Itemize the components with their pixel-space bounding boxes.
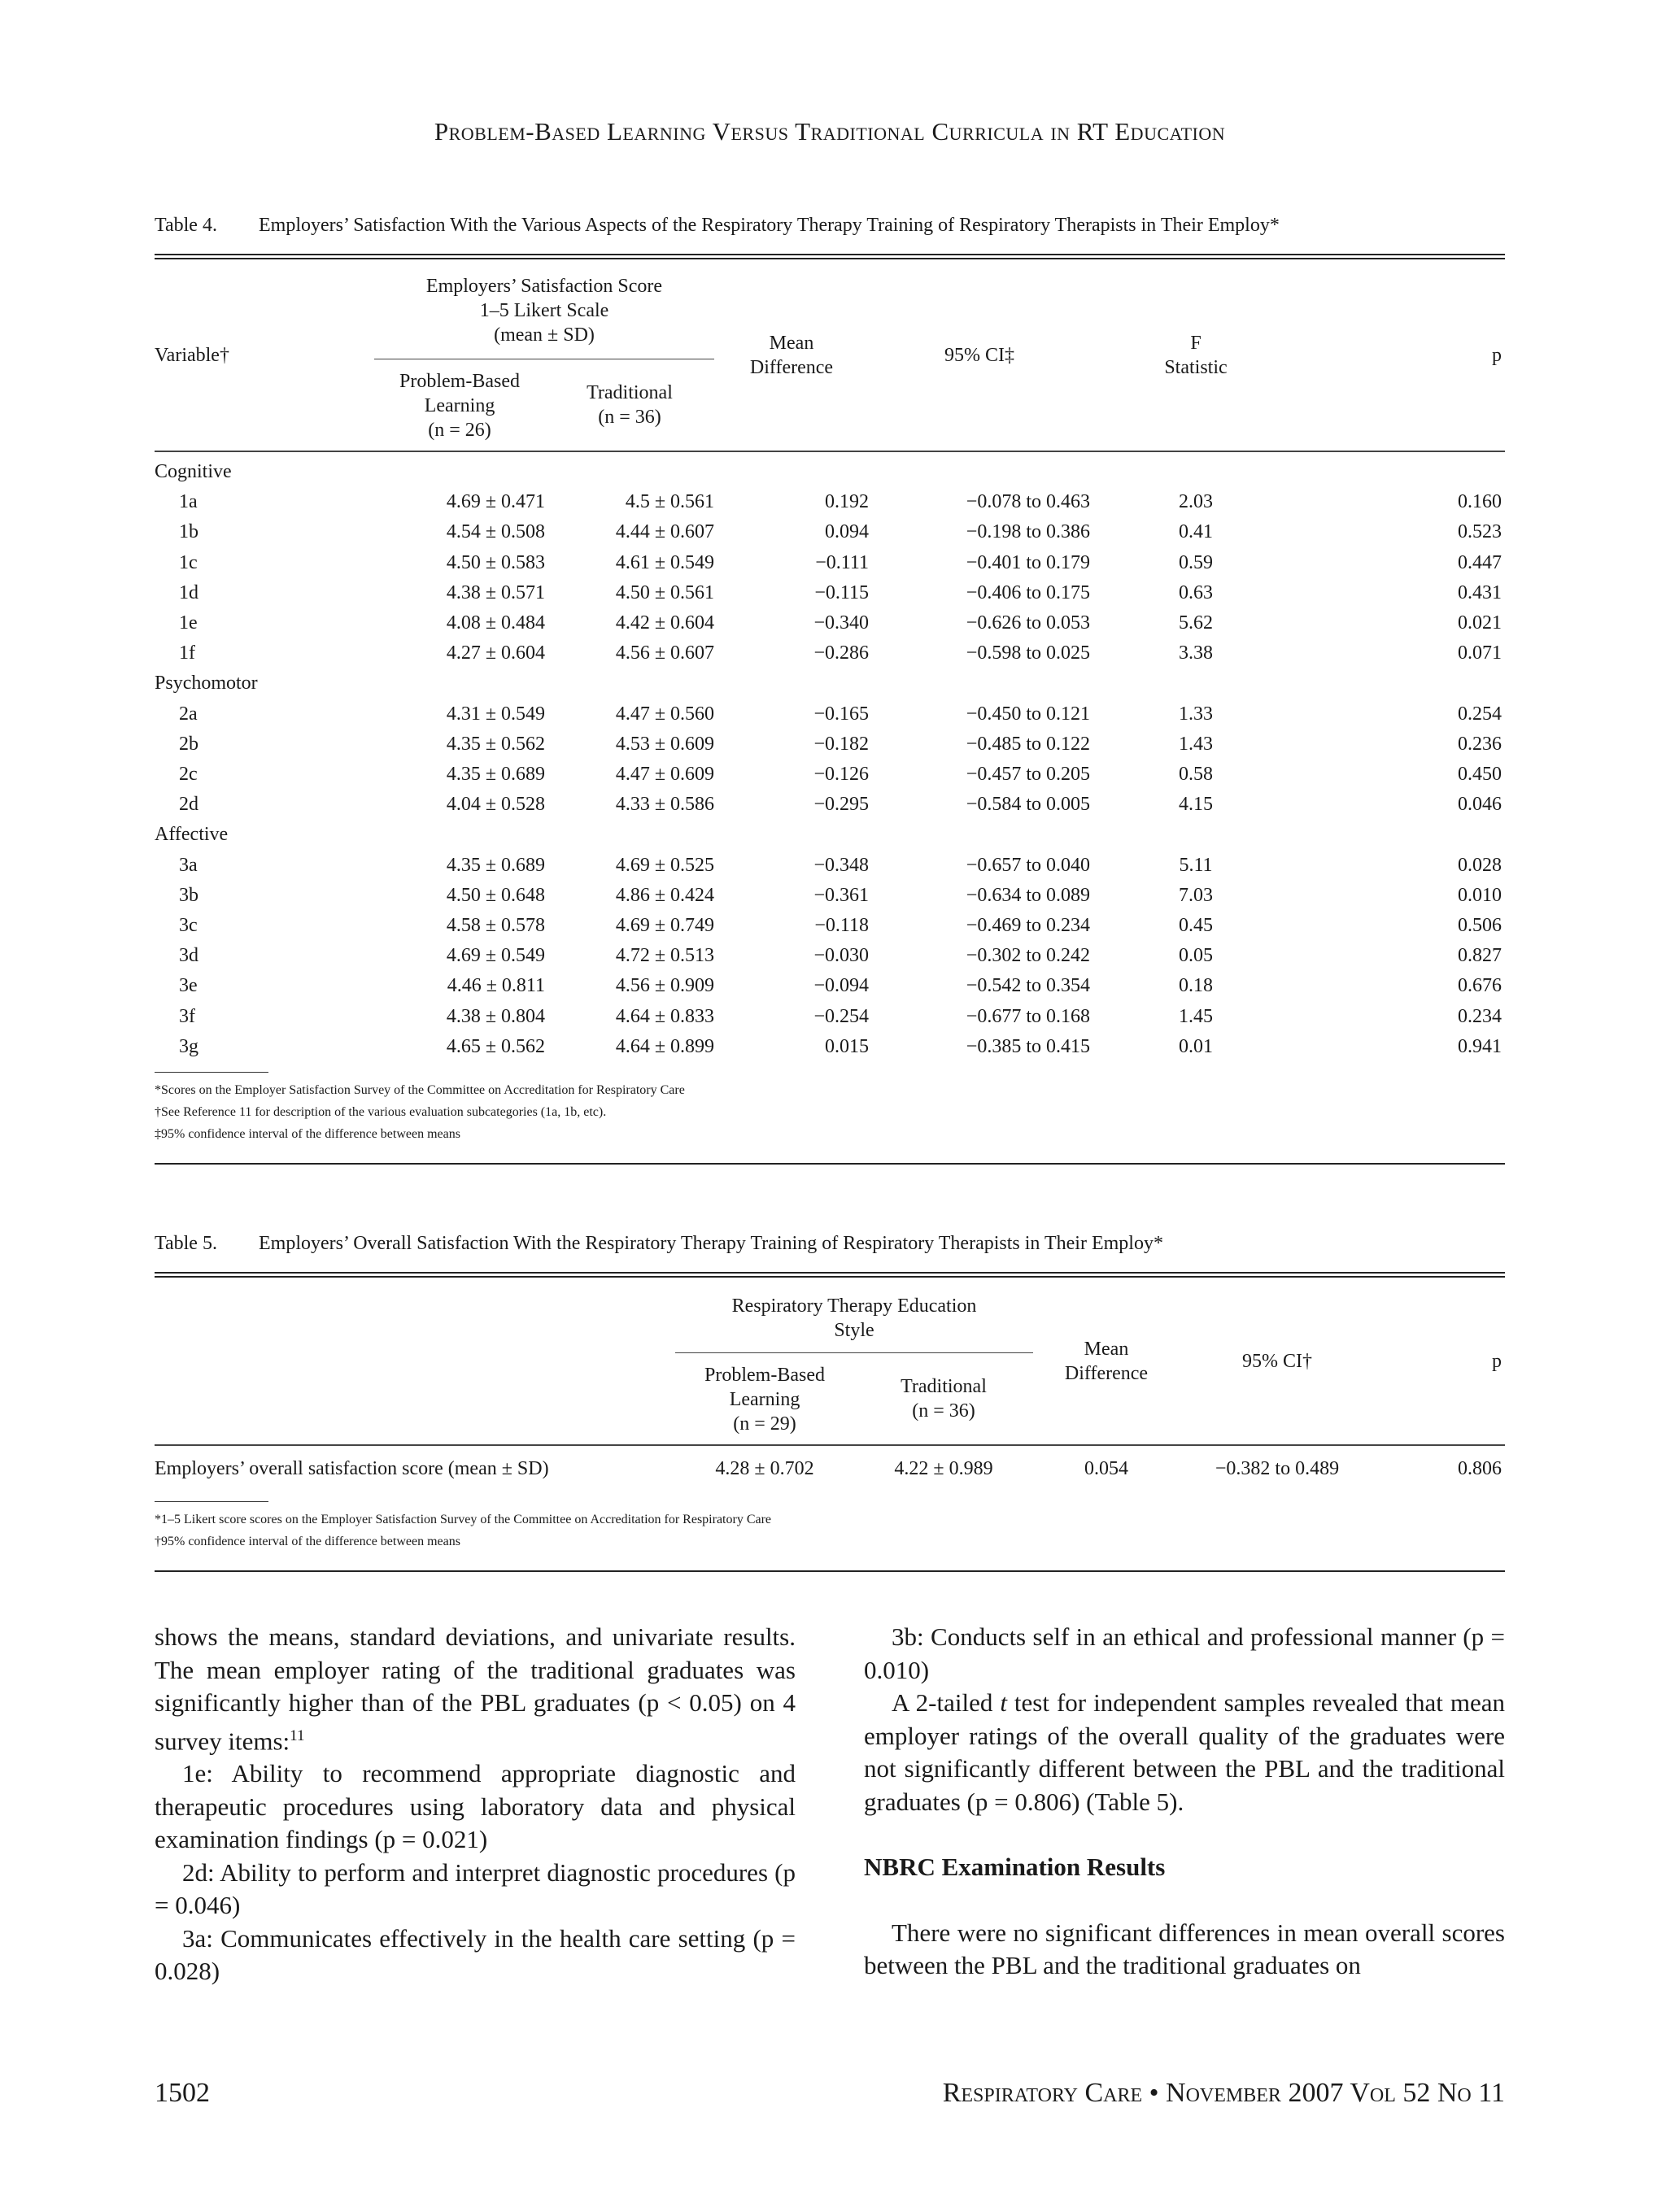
row-ci: −0.198 to 0.386 — [966, 521, 1090, 543]
row-traditional: 4.47 ± 0.609 — [615, 764, 714, 786]
row-mean-difference: −0.361 — [813, 884, 869, 906]
row-ci: −0.401 to 0.179 — [966, 551, 1090, 573]
t5-trad-line-1: Traditional — [901, 1376, 987, 1397]
row-p: 0.254 — [1458, 703, 1502, 725]
table-5-grid — [155, 1278, 1505, 1491]
table-4-body — [155, 457, 1505, 1062]
row-f-statistic: 5.11 — [1179, 854, 1213, 876]
header-traditional — [545, 359, 714, 452]
row-p: 0.010 — [1458, 884, 1502, 906]
category-row-psychomotor — [155, 668, 1505, 699]
t5-pbl-line-2: Learning — [729, 1389, 800, 1410]
row-pbl: 4.35 ± 0.689 — [446, 764, 545, 786]
right-paragraph-2-b: test for independent samples revealed that mean employer ratings of the overall quality of the graduates were not significantly different between the PBL and the traditional graduates (p = 0.806) (Table 5). — [864, 1688, 1505, 1816]
category-label: Cognitive — [155, 461, 232, 482]
row-pbl: 4.04 ± 0.528 — [446, 794, 545, 816]
trad-n: (n = 36) — [598, 407, 661, 428]
header-education-style — [675, 1278, 1033, 1353]
row-mean-difference: 0.192 — [825, 491, 869, 513]
header-ci — [869, 259, 1090, 451]
table-row — [155, 578, 1505, 608]
score-group-line-3: (mean ± SD) — [494, 324, 595, 346]
table-4-caption — [155, 215, 1505, 237]
table-row — [155, 1002, 1505, 1032]
row-f-statistic: 0.01 — [1179, 1035, 1213, 1057]
ci-label: 95% CI‡ — [944, 344, 1014, 366]
left-paragraph-1-text: shows the means, standard deviations, and univariate results. The mean employer rating of the traditional graduates was significantly higher than of the PBL graduates (p < 0.05) on 4 survey items: — [155, 1622, 796, 1755]
category-row-affective — [155, 820, 1505, 850]
table-row — [155, 699, 1505, 729]
row-traditional: 4.5 ± 0.561 — [625, 491, 714, 513]
row-traditional: 4.69 ± 0.749 — [615, 915, 714, 937]
row-p: 0.071 — [1458, 642, 1502, 664]
row-traditional: 4.53 ± 0.609 — [615, 733, 714, 755]
row-pbl: 4.28 ± 0.702 — [675, 1445, 854, 1491]
table-4-footnote-rule — [155, 1072, 268, 1073]
row-variable: 2a — [179, 703, 198, 725]
pbl-line-2: Learning — [424, 395, 495, 416]
p-label: p — [1492, 344, 1502, 366]
row-p: 0.506 — [1458, 915, 1502, 937]
row-ci: −0.302 to 0.242 — [966, 945, 1090, 967]
row-ci: −0.469 to 0.234 — [966, 915, 1090, 937]
row-traditional: 4.22 ± 0.989 — [854, 1445, 1033, 1491]
row-variable: 1e — [179, 612, 198, 634]
header-p — [1302, 259, 1505, 451]
row-pbl: 4.50 ± 0.583 — [446, 551, 545, 573]
row-p: 0.523 — [1458, 521, 1502, 543]
header-pbl — [675, 1353, 854, 1446]
table-row — [155, 971, 1505, 1001]
row-f-statistic: 0.45 — [1179, 915, 1213, 937]
row-f-statistic: 0.59 — [1179, 551, 1213, 573]
row-mean-difference: −0.118 — [814, 915, 869, 937]
score-group-line-2: 1–5 Likert Scale — [479, 300, 609, 321]
style-line-1: Respiratory Therapy Education — [731, 1295, 977, 1317]
row-variable: 3b — [179, 884, 198, 906]
table-5 — [155, 1233, 1505, 1572]
row-p: 0.806 — [1375, 1445, 1505, 1491]
row-mean-difference: −0.111 — [815, 551, 869, 573]
row-f-statistic: 3.38 — [1179, 642, 1213, 664]
row-f-statistic: 0.41 — [1179, 521, 1213, 543]
row-variable: 2d — [179, 794, 198, 816]
row-traditional: 4.61 ± 0.549 — [615, 551, 714, 573]
t5-p-label: p — [1492, 1350, 1502, 1372]
row-label: Employers’ overall satisfaction score (mean ± SD) — [155, 1445, 675, 1491]
row-mean-difference: 0.054 — [1033, 1445, 1180, 1491]
table-5-caption — [155, 1233, 1505, 1255]
category-label: Psychomotor — [155, 673, 258, 695]
header-pbl — [374, 359, 545, 452]
table-5-footnote-2: †95% confidence interval of the difference between means — [155, 1535, 460, 1548]
row-mean-difference: −0.348 — [813, 854, 869, 876]
table-row — [155, 608, 1505, 638]
journal-page — [155, 0, 1505, 2212]
row-traditional: 4.33 ± 0.586 — [615, 794, 714, 816]
row-traditional: 4.64 ± 0.833 — [615, 1005, 714, 1027]
table-5-footnotes — [155, 1509, 1505, 1552]
table-4-top-rule — [155, 254, 1505, 259]
right-paragraph-2-a: A 2-tailed — [892, 1688, 1001, 1717]
table-row — [155, 760, 1505, 790]
row-mean-difference: −0.094 — [813, 975, 869, 997]
row-p: 0.431 — [1458, 581, 1502, 603]
t5-pbl-line-1: Problem-Based — [704, 1365, 825, 1386]
table-4 — [155, 215, 1505, 1165]
table-row — [155, 941, 1505, 971]
t5-pbl-n: (n = 29) — [733, 1413, 796, 1435]
row-pbl: 4.35 ± 0.562 — [446, 733, 545, 755]
reference-superscript: 11 — [290, 1726, 305, 1744]
row-traditional: 4.56 ± 0.909 — [615, 975, 714, 997]
table-4-footnotes — [155, 1079, 1505, 1145]
row-ci: −0.450 to 0.121 — [966, 703, 1090, 725]
row-ci: −0.598 to 0.025 — [966, 642, 1090, 664]
header-p — [1375, 1278, 1505, 1445]
row-traditional: 4.50 ± 0.561 — [615, 581, 714, 603]
row-mean-difference: −0.030 — [813, 945, 869, 967]
table-row — [155, 851, 1505, 881]
row-p: 0.046 — [1458, 794, 1502, 816]
header-ci — [1180, 1278, 1375, 1445]
row-ci: −0.385 to 0.415 — [966, 1035, 1090, 1057]
row-variable: 3f — [179, 1005, 195, 1027]
row-mean-difference: −0.165 — [813, 703, 869, 725]
row-ci: −0.406 to 0.175 — [966, 581, 1090, 603]
row-pbl: 4.38 ± 0.571 — [446, 581, 545, 603]
style-line-2: Style — [834, 1320, 874, 1341]
row-f-statistic: 0.05 — [1179, 945, 1213, 967]
row-pbl: 4.27 ± 0.604 — [446, 642, 545, 664]
header-mean-difference — [1033, 1278, 1180, 1445]
row-p: 0.236 — [1458, 733, 1502, 755]
row-p: 0.827 — [1458, 945, 1502, 967]
t5-trad-n: (n = 36) — [912, 1400, 975, 1422]
row-p: 0.021 — [1458, 612, 1502, 634]
row-traditional: 4.72 ± 0.513 — [615, 945, 714, 967]
row-ci: −0.677 to 0.168 — [966, 1005, 1090, 1027]
row-p: 0.450 — [1458, 764, 1502, 786]
row-pbl: 4.31 ± 0.549 — [446, 703, 545, 725]
table-5-bottom-rule — [155, 1570, 1505, 1572]
row-f-statistic: 5.62 — [1179, 612, 1213, 634]
row-ci: −0.634 to 0.089 — [966, 884, 1090, 906]
row-p: 0.447 — [1458, 551, 1502, 573]
table-row — [155, 487, 1505, 517]
row-f-statistic: 2.03 — [1179, 491, 1213, 513]
row-f-statistic: 4.15 — [1179, 794, 1213, 816]
right-paragraph-1: 3b: Conducts self in an ethical and professional manner (p = 0.010) — [864, 1622, 1505, 1684]
t5-mean-diff-line-1: Mean — [1084, 1338, 1129, 1360]
right-paragraph-3: There were no significant differences in mean overall scores between the PBL and the traditional graduates on — [864, 1918, 1505, 1979]
table-4-footnote-2: †See Reference 11 for description of the various evaluation subcategories (1a, 1b, etc). — [155, 1105, 607, 1120]
row-variable: 1b — [179, 521, 198, 543]
row-mean-difference: −0.286 — [813, 642, 869, 664]
row-variable: 3d — [179, 945, 198, 967]
row-pbl: 4.08 ± 0.484 — [446, 612, 545, 634]
row-pbl: 4.35 ± 0.689 — [446, 854, 545, 876]
row-mean-difference: −0.182 — [813, 733, 869, 755]
left-paragraph-1 — [155, 1621, 796, 1757]
section-heading-nbrc: NBRC Examination Results — [864, 1853, 1166, 1881]
left-paragraph-3: 2d: Ability to perform and interpret diagnostic procedures (p = 0.046) — [155, 1857, 796, 1920]
row-variable: 3a — [179, 854, 198, 876]
header-variable — [155, 259, 374, 451]
row-f-statistic: 0.58 — [1179, 764, 1213, 786]
row-ci: −0.078 to 0.463 — [966, 491, 1090, 513]
row-variable: 3g — [179, 1035, 198, 1057]
row-variable: 1c — [179, 551, 198, 573]
table-4-header-row-1 — [155, 259, 1505, 359]
table-5-data-row — [155, 1445, 1505, 1491]
row-ci: −0.382 to 0.489 — [1180, 1445, 1375, 1491]
row-traditional: 4.69 ± 0.525 — [615, 854, 714, 876]
header-score-group — [374, 259, 714, 359]
row-traditional: 4.64 ± 0.899 — [615, 1035, 714, 1057]
row-variable: 2c — [179, 764, 198, 786]
body-column-left — [155, 1621, 796, 1988]
row-variable: 2b — [179, 733, 198, 755]
row-traditional: 4.86 ± 0.424 — [615, 884, 714, 906]
row-mean-difference: −0.115 — [814, 581, 869, 603]
row-p: 0.234 — [1458, 1005, 1502, 1027]
row-f-statistic: 1.43 — [1179, 733, 1213, 755]
row-ci: −0.657 to 0.040 — [966, 854, 1090, 876]
row-p: 0.941 — [1458, 1035, 1502, 1057]
table-row — [155, 881, 1505, 911]
row-ci: −0.542 to 0.354 — [966, 975, 1090, 997]
body-column-right — [864, 1621, 1505, 1983]
row-mean-difference: −0.295 — [813, 794, 869, 816]
f-line-2: Statistic — [1164, 356, 1228, 378]
row-variable: 1f — [179, 642, 195, 664]
table-5-footnote-1: *1–5 Likert score scores on the Employer Satisfaction Survey of the Committee on Accreditation for Respiratory Care — [155, 1513, 772, 1526]
left-paragraph-4: 3a: Communicates effectively in the health care setting (p = 0.028) — [155, 1923, 796, 1986]
row-variable: 3e — [179, 975, 198, 997]
row-mean-difference: 0.015 — [825, 1035, 869, 1057]
row-mean-difference: −0.340 — [813, 612, 869, 634]
t5-mean-diff-line-2: Difference — [1064, 1362, 1149, 1384]
mean-diff-line-1: Mean — [769, 332, 814, 354]
left-paragraph-2: 1e: Ability to recommend appropriate diagnostic and therapeutic procedures using laboratory data and physical examination findings (p = 0.021) — [155, 1759, 796, 1854]
row-traditional: 4.56 ± 0.607 — [615, 642, 714, 664]
table-5-number: Table 5. — [155, 1233, 217, 1254]
row-p: 0.160 — [1458, 491, 1502, 513]
journal-footer: Respiratory Care • November 2007 Vol 52 No 11 — [942, 2078, 1505, 2108]
row-variable: 1d — [179, 581, 198, 603]
table-row — [155, 1032, 1505, 1062]
row-f-statistic: 7.03 — [1179, 884, 1213, 906]
t-italic: t — [1000, 1688, 1007, 1717]
row-pbl: 4.46 ± 0.811 — [447, 975, 545, 997]
table-4-footnote-3: ‡95% confidence interval of the difference between means — [155, 1127, 460, 1142]
row-traditional: 4.44 ± 0.607 — [615, 521, 714, 543]
row-pbl: 4.54 ± 0.508 — [446, 521, 545, 543]
row-pbl: 4.69 ± 0.549 — [446, 945, 545, 967]
row-f-statistic: 1.45 — [1179, 1005, 1213, 1027]
table-4-number: Table 4. — [155, 215, 217, 236]
table-row — [155, 729, 1505, 760]
row-pbl: 4.69 ± 0.471 — [446, 491, 545, 513]
running-head: Problem-Based Learning Versus Traditional Curricula in RT Education — [434, 117, 1226, 146]
header-empty — [155, 1278, 675, 1445]
table-5-title: Employers’ Overall Satisfaction With the Respiratory Therapy Training of Respiratory Therapists in Their Employ* — [259, 1233, 1163, 1254]
row-ci: −0.626 to 0.053 — [966, 612, 1090, 634]
table-row — [155, 638, 1505, 668]
row-variable: 1a — [179, 491, 198, 513]
table-5-top-rule — [155, 1272, 1505, 1278]
f-line-1: F — [1190, 332, 1202, 354]
row-pbl: 4.65 ± 0.562 — [446, 1035, 545, 1057]
table-5-footnote-rule — [155, 1501, 268, 1502]
row-p: 0.676 — [1458, 975, 1502, 997]
t5-ci-label: 95% CI† — [1242, 1350, 1312, 1372]
row-traditional: 4.47 ± 0.560 — [615, 703, 714, 725]
row-mean-difference: 0.094 — [825, 521, 869, 543]
table-4-grid — [155, 259, 1505, 1062]
category-row-cognitive — [155, 457, 1505, 487]
row-ci: −0.457 to 0.205 — [966, 764, 1090, 786]
row-ci: −0.485 to 0.122 — [966, 733, 1090, 755]
pbl-n: (n = 26) — [428, 420, 491, 441]
row-mean-difference: −0.254 — [813, 1005, 869, 1027]
row-ci: −0.584 to 0.005 — [966, 794, 1090, 816]
table-row — [155, 911, 1505, 941]
table-row — [155, 517, 1505, 547]
row-f-statistic: 1.33 — [1179, 703, 1213, 725]
row-traditional: 4.42 ± 0.604 — [615, 612, 714, 634]
table-row — [155, 790, 1505, 820]
row-pbl: 4.58 ± 0.578 — [446, 915, 545, 937]
pbl-line-1: Problem-Based — [399, 371, 520, 392]
row-variable: 3c — [179, 915, 198, 937]
row-p: 0.028 — [1458, 854, 1502, 876]
mean-diff-line-2: Difference — [749, 356, 834, 378]
page-number: 1502 — [155, 2078, 210, 2108]
header-f-statistic — [1090, 259, 1302, 451]
row-pbl: 4.38 ± 0.804 — [446, 1005, 545, 1027]
table-4-title: Employers’ Satisfaction With the Various Aspects of the Respiratory Therapy Training of Respiratory Therapists in Their Employ* — [259, 215, 1280, 236]
table-row — [155, 548, 1505, 578]
header-traditional — [854, 1353, 1033, 1446]
trad-line-1: Traditional — [587, 382, 673, 403]
table-4-bottom-rule — [155, 1163, 1505, 1165]
header-variable-label: Variable† — [155, 344, 229, 366]
row-pbl: 4.50 ± 0.648 — [446, 884, 545, 906]
right-paragraph-2 — [864, 1687, 1505, 1818]
table-5-header-row-1 — [155, 1278, 1505, 1353]
category-label: Affective — [155, 824, 229, 846]
row-f-statistic: 0.18 — [1179, 975, 1213, 997]
score-group-line-1: Employers’ Satisfaction Score — [425, 276, 663, 297]
table-4-footnote-1: *Scores on the Employer Satisfaction Survey of the Committee on Accreditation for Respiratory Care — [155, 1083, 685, 1098]
header-mean-difference — [714, 259, 869, 451]
row-f-statistic: 0.63 — [1179, 581, 1213, 603]
row-mean-difference: −0.126 — [813, 764, 869, 786]
